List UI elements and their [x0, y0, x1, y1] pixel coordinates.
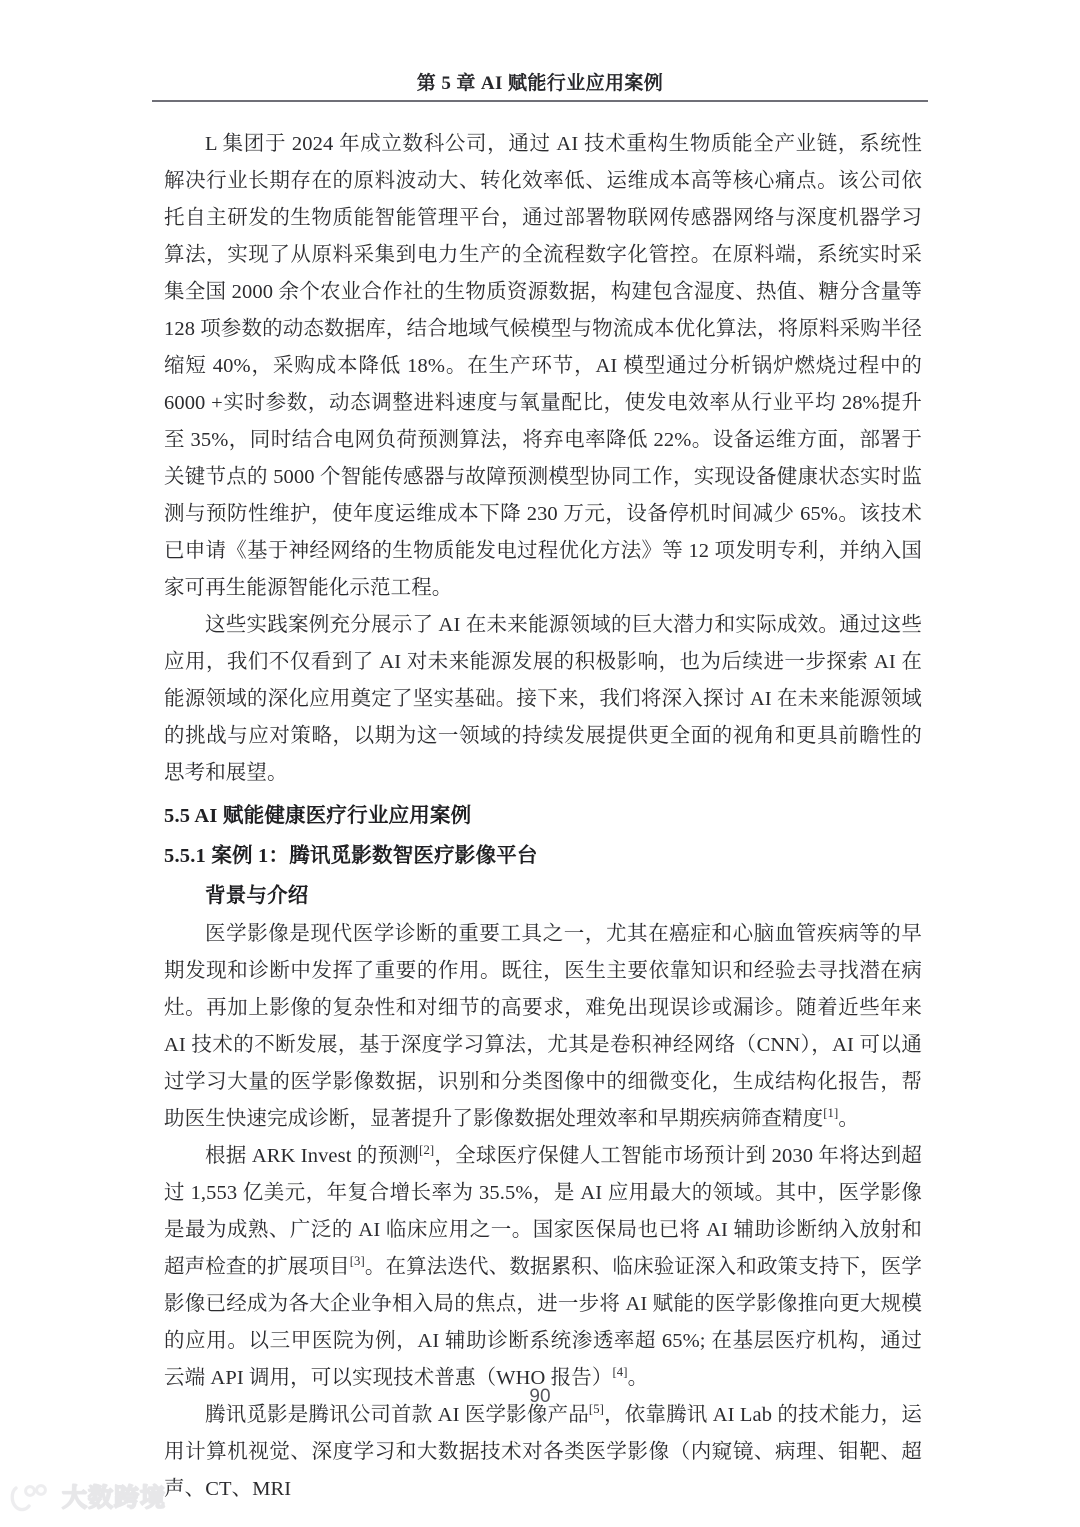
paragraph-ark-invest-text-b: ，全球医疗保健人工智能市场预计到 2030 年将达到超过 1,553 亿美元，年复合增长率为 35.5%，是 AI 应用最大的领域。其中，医学影像是最为成熟、广泛的 AI 临床应用之一。国家医保局也已将 AI 辅助诊断纳入放射和超声检查的扩展项目 — [164, 1145, 922, 1278]
paragraph-tencent-miying — [164, 1397, 922, 1508]
paragraph-medical-imaging-text: 医学影像是现代医学诊断的重要工具之一，尤其在癌症和心脑血管疾病等的早期发现和诊断中发挥了重要的作用。既往，医生主要依靠知识和经验去寻找潜在病灶。再加上影像的复杂性和对细节的高要求，难免出现误诊或漏诊。随着近些年来 AI 技术的不断发展，基于深度学习算法，尤其是卷积神经网络（CNN），AI 可以通过学习大量的医学影像数据，识别和分类图像中的细微变化，生成结构化报告，帮助医生快速完成诊断，显著提升了影像数据处理效率和早期疾病筛查精度 — [164, 923, 922, 1130]
paragraph-ark-invest — [164, 1138, 922, 1397]
paragraph-practice-summary: 这些实践案例充分展示了 AI 在未来能源领域的巨大潜力和实际成效。通过这些应用，我们不仅看到了 AI 对未来能源发展的积极影响，也为后续进一步探索 AI 在能源领域的深化应用奠定了坚实基础。接下来，我们将深入探讨 AI 在未来能源领域的挑战与应对策略，以期为这一领域的持续发展提供更全面的视角和更具前瞻性的思考和展望。 — [164, 614, 922, 784]
paragraph-ark-invest-text-d: 。 — [627, 1367, 649, 1389]
watermark-label: 大数跨境 — [62, 1482, 167, 1512]
watermark-logo-icon — [8, 1482, 54, 1512]
paragraph-ark-invest-text-a: 根据 ARK Invest 的预测 — [205, 1145, 420, 1167]
reference-marker-4: [4] — [612, 1365, 628, 1380]
reference-marker-5: [5] — [588, 1402, 605, 1417]
reference-marker-3: [3] — [349, 1254, 365, 1269]
section-heading-5-5: 5.5 AI 赋能健康医疗行业应用案例 — [164, 805, 472, 827]
paragraph-ark-invest-text-c: 。在算法迭代、数据累积、临床验证深入和政策支持下，医学影像已经成为各大企业争相入局的焦点，进一步将 AI 赋能的医学影像推向更大规模的应用。以三甲医院为例，AI 辅助诊断系统渗透率超 65%; 在基层医疗机构，通过云端 API 调用，可以实现技术普惠（WHO 报告） — [164, 1256, 922, 1389]
reference-marker-2: [2] — [419, 1143, 435, 1158]
paragraph-medical-imaging-tail: 。 — [838, 1108, 859, 1130]
subsection-heading-5-5-1: 5.5.1 案例 1：腾讯觅影数智医疗影像平台 — [164, 845, 538, 867]
paragraph-l-group-case: L 集团于 2024 年成立数科公司，通过 AI 技术重构生物质能全产业链，系统性解决行业长期存在的原料波动大、转化效率低、运维成本高等核心痛点。该公司依托自主研发的生物质能智能管理平台，通过部署物联网传感器网络与深度机器学习算法，实现了从原料采集到电力生产的全流程数字化管控。在原料端，系统实时采集全国 2000 余个农业合作社的生物质资源数据，构建包含湿度、热值、糖分含量等 128 项参数的动态数据库，结合地域气候模型与物流成本优化算法，将原料采购半径缩短 40%，采购成本降低 18%。在生产环节，AI 模型通过分析锅炉燃烧过程中的 6000 +实时参数，动态调整进料速度与氧量配比，使发电效率从行业平均 28%提升至 35%，同时结合电网负荷预测算法，将弃电率降低 22%。设备运维方面，部署于关键节点的 5000 个智能传感器与故障预测模型协同工作，实现设备健康状态实时监测与预防性维护，使年度运维成本下降 230 万元，设备停机时间减少 65%。该技术已申请《基于神经网络的生物质能发电过程优化方法》等 12 项发明专利，并纳入国家可再生能源智能化示范工程。 — [164, 133, 922, 599]
paragraph-medical-imaging — [164, 916, 922, 1138]
running-header: 第 5 章 AI 赋能行业应用案例 — [416, 73, 664, 94]
watermark — [8, 1482, 166, 1512]
minor-heading-background: 背景与介绍 — [205, 885, 309, 907]
reference-marker-1: [1] — [823, 1106, 839, 1121]
paragraph-tencent-miying-text-a: 腾讯觅影是腾讯公司首款 AI 医学影像产品 — [205, 1404, 589, 1426]
paragraph-tencent-miying-text-b: ，依靠腾讯 AI Lab 的技术能力，运用计算机视觉、深度学习和大数据技术对各类医学影像（内窥镜、病理、钼靶、超声、CT、MRI — [164, 1404, 922, 1500]
text-column — [164, 126, 922, 1508]
page-number: 90 — [529, 1386, 551, 1407]
header-rule-divider — [152, 100, 928, 102]
